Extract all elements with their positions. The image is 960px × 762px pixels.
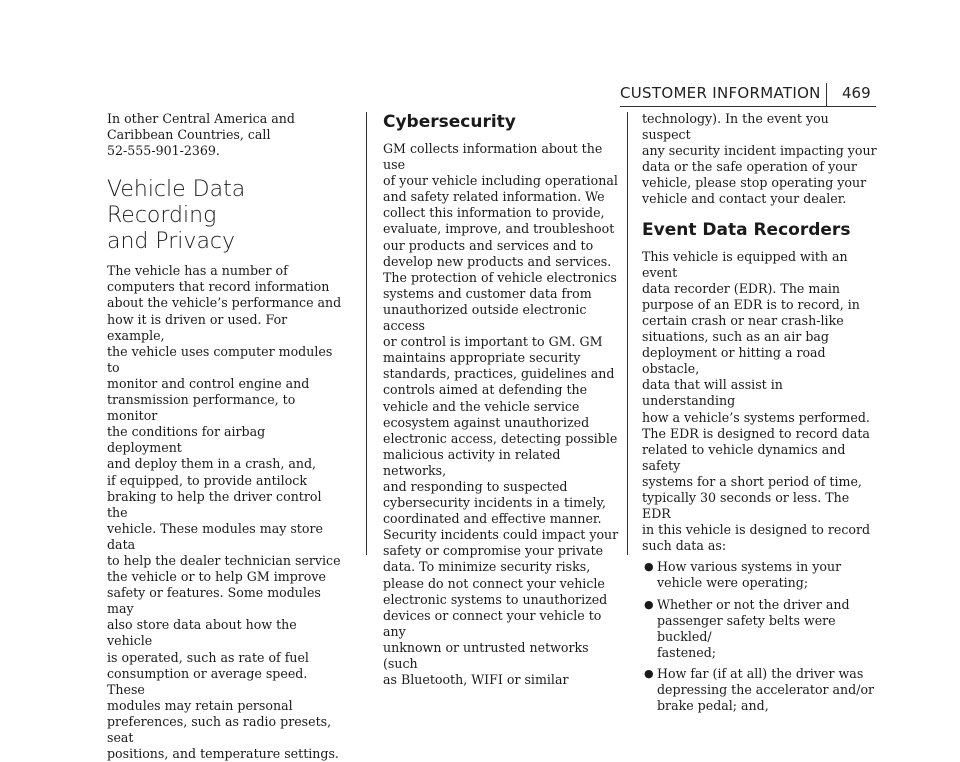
bullet-icon: ● [644, 666, 654, 680]
bullet-icon: ● [644, 560, 654, 574]
list-item: ● Whether or not the driver and passenger safety belts were buckled/ fastened; [644, 596, 850, 660]
page-number: 469 [842, 84, 871, 102]
subsection-title-event-data-recorders: Event Data Recorders [642, 219, 851, 240]
column-divider-1 [366, 112, 367, 555]
subsection-title-cybersecurity: Cybersecurity [383, 112, 516, 132]
column-middle [383, 112, 619, 688]
cybersecurity-continued-paragraph: technology). In the event you suspect any security incident impacting your data or the safe operation of your vehicle, please stop operating your vehicle and contact your dealer. [642, 111, 877, 207]
list-item: ● How various systems in your vehicle were operating; [644, 559, 842, 591]
header-divider-tick [826, 83, 827, 106]
contact-paragraph: In other Central America and Caribbean Countries, call 52-555-901-2369. [107, 111, 295, 159]
header-rule [620, 106, 876, 107]
column-left [107, 111, 343, 762]
vehicle-data-paragraph: The vehicle has a number of computers that record information about the vehicle’s performance and how it is driven or used. For example, the vehicle uses computer modules to monitor and control engine and transmission performance, to monitor the conditions for airbag deployment and deploy them in a crash, and, if equipped, to provide antilock braking to help the driver control the vehicle. These modules may store data to help the dealer technician service the vehicle or to help GM improve safety or features. Some modules may also store data about how the vehicle is operated, such as rate of fuel consumption or average speed. These modules may retain personal preferences, such as radio presets, seat positions, and temperature settings. [107, 263, 342, 762]
section-title-vehicle-data: Vehicle Data Recording and Privacy [107, 177, 246, 255]
edr-data-list [642, 559, 878, 714]
list-item: ● How far (if at all) the driver was depressing the accelerator and/or brake pedal; and, [644, 665, 875, 714]
edr-paragraph: This vehicle is equipped with an event data recorder (EDR). The main purpose of an EDR is to record, in certain crash or near crash-like situations, such as an air bag deployment or hitting a road obstacle, data that will assist in understanding how a vehicle’s systems performed. The EDR is designed to record data related to vehicle dynamics and safety systems for a short period of time, typically 30 seconds or less. The EDR in this vehicle is designed to record such data as: [642, 248, 871, 554]
bullet-icon: ● [644, 597, 654, 611]
column-right [642, 111, 878, 719]
column-divider-2 [627, 112, 628, 555]
cybersecurity-paragraph: GM collects information about the use of your vehicle including operational and safety related information. We collect this information to provide, evaluate, improve, and troubleshoot our products and services and to develop new products and services. The protection of vehicle electronics systems and customer data from unauthorized outside electronic access or control is important to GM. GM maintains appropriate security standards, practices, guidelines and controls aimed at defending the vehicle and the vehicle service ecosystem against unauthorized electronic access, detecting possible malicious activity in related networks, and responding to suspected cybersecurity incidents in a timely, coordinated and effective manner. Security incidents could impact your safety or compromise your private data. To minimize security risks, please do not connect your vehicle electronic systems to unauthorized devices or connect your vehicle to any unknown or untrusted networks (such as Bluetooth, WIFI or similar [383, 141, 619, 688]
section-header-title: CUSTOMER INFORMATION [620, 84, 821, 102]
